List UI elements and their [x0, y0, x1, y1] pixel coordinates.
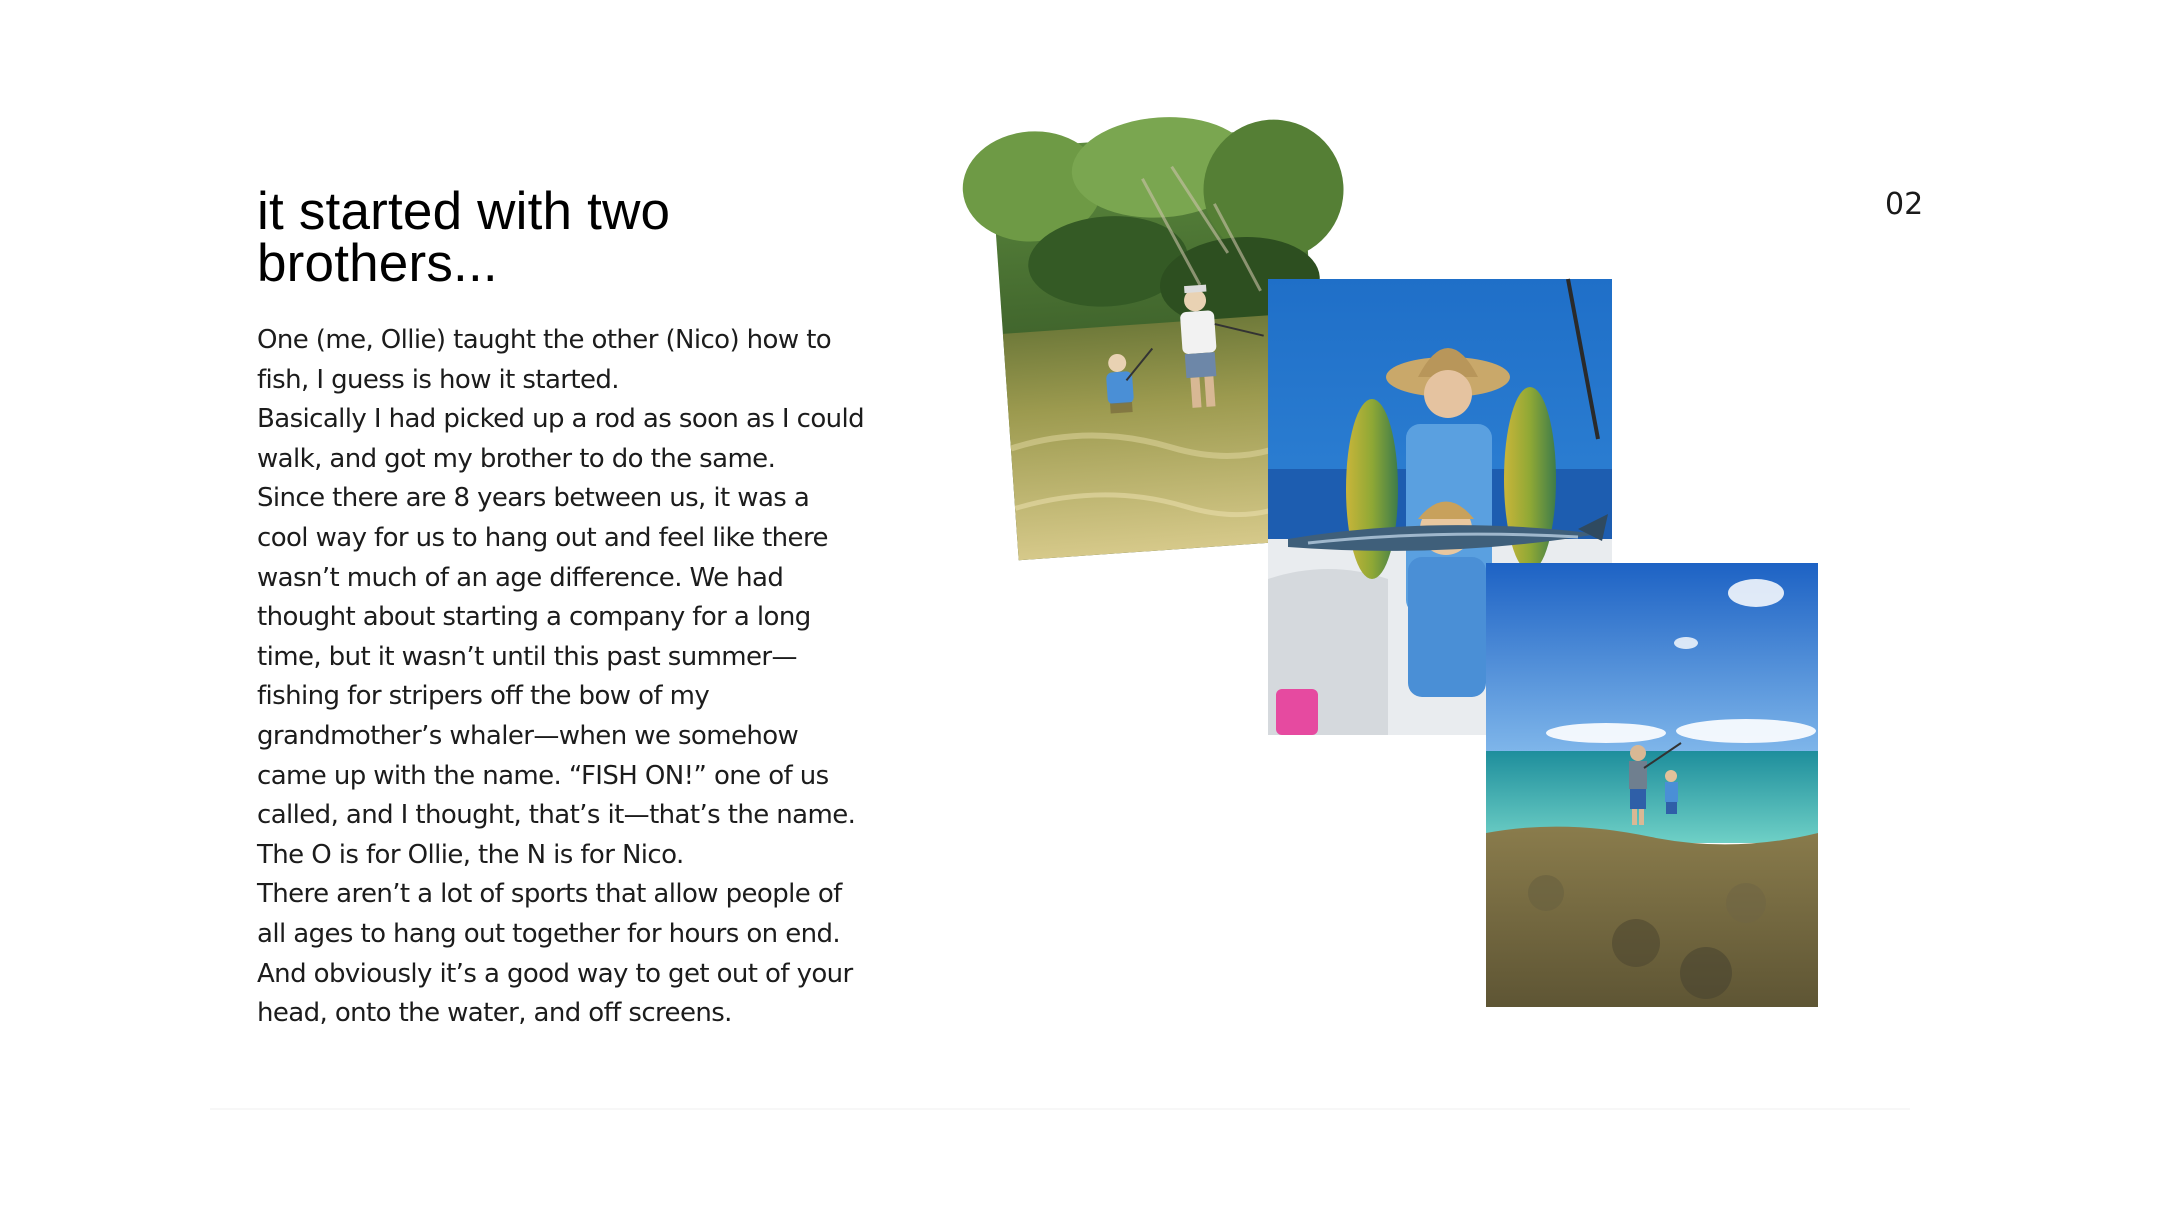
- story-text: [257, 321, 867, 1034]
- story-paragraph: Basically I had picked up a rod as soon as I could walk, and got my brother to do the same.: [257, 404, 865, 474]
- photo-rocky-shore: [1486, 563, 1818, 1007]
- story-paragraph: There aren’t a lot of sports that allow people of all ages to hang out together for hours on end. And obviously it’s a good way to get out of your head, onto the water, and off screens.: [257, 879, 853, 1029]
- story-paragraph: One (me, Ollie) taught the other (Nico) how to fish, I guess is how it started.: [257, 325, 832, 395]
- page-heading: it started with two brothers...: [257, 182, 671, 293]
- footer-divider: [210, 1108, 1910, 1110]
- page-number: 02: [1885, 187, 1924, 222]
- story-paragraph: Since there are 8 years between us, it was a cool way for us to hang out and feel like there wasn’t much of an age difference. We had thought about starting a company for a long time, but it wasn’t until this past summer—fishing for stripers off the bow of my grandmother’s whaler—when we somehow came up with the name. “FISH ON!” one of us called, and I thought, that’s it—that’s the name. The O is for Ollie, the N is for Nico.: [257, 483, 856, 870]
